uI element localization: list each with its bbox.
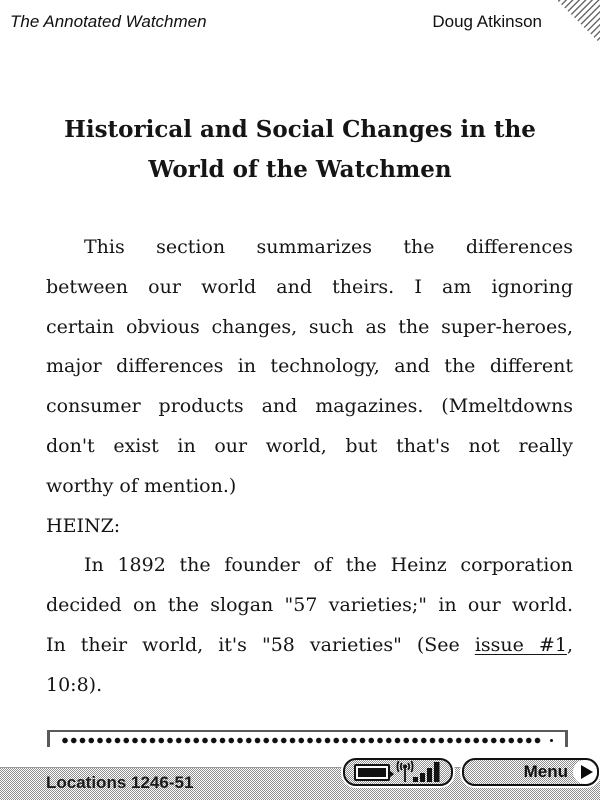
text-segment: between our world and theirs. I am ignoring: [46, 275, 573, 298]
whispernet-signal-icon: [396, 760, 442, 784]
text-segment: ,: [566, 633, 573, 656]
progress-partial-dot: [550, 739, 553, 742]
text-segment: consumer products and magazines. (Mmeltdowns: [46, 395, 573, 418]
body-line: [46, 228, 573, 268]
page-header: [10, 12, 542, 32]
issue-link[interactable]: issue #1: [474, 633, 567, 656]
body-line: [46, 268, 573, 308]
body-line: [46, 626, 573, 666]
text-segment: 10:8).: [46, 673, 103, 696]
body-line: [46, 467, 573, 507]
body-line: [46, 666, 573, 706]
body-line: [46, 427, 573, 467]
menu-button[interactable]: [462, 758, 599, 786]
body-text: [46, 228, 573, 706]
text-segment: worthy of mention.): [46, 474, 237, 497]
battery-icon: [354, 764, 390, 781]
chapter-title-line: World of the Watchmen: [148, 156, 452, 183]
text-segment: HEINZ:: [46, 514, 121, 537]
text-segment: In 1892 the founder of the Heinz corporation: [84, 554, 573, 577]
body-line: [46, 308, 573, 348]
text-segment: This section summarizes the differences: [84, 236, 573, 258]
page-fold-corner-icon: [552, 0, 600, 48]
menu-arrow-icon: [573, 760, 597, 784]
menu-button-label: Menu: [523, 762, 568, 781]
body-line: [46, 586, 573, 626]
progress-bar: [47, 730, 568, 747]
text-segment: In their world, it's "58 varieties" (See: [46, 633, 475, 656]
body-line: [46, 347, 573, 387]
body-line: [46, 507, 573, 547]
author-name: Doug Atkinson: [432, 12, 542, 31]
text-segment: don't exist in our world, but that's not really: [46, 434, 573, 457]
body-line: [46, 387, 573, 427]
book-title: The Annotated Watchmen: [10, 12, 207, 31]
status-indicator-pill: [343, 758, 453, 786]
progress-dots: [61, 735, 543, 746]
chapter-title: [36, 110, 564, 190]
body-line: [46, 546, 573, 586]
text-segment: decided on the slogan "57 varieties;" in our world.: [46, 594, 573, 617]
chapter-title-line: Historical and Social Changes in the: [64, 116, 536, 143]
text-segment: certain obvious changes, such as the super-heroes,: [46, 315, 573, 338]
text-segment: major differences in technology, and the different: [46, 355, 573, 378]
locations-label: Locations 1246-51: [46, 773, 194, 792]
